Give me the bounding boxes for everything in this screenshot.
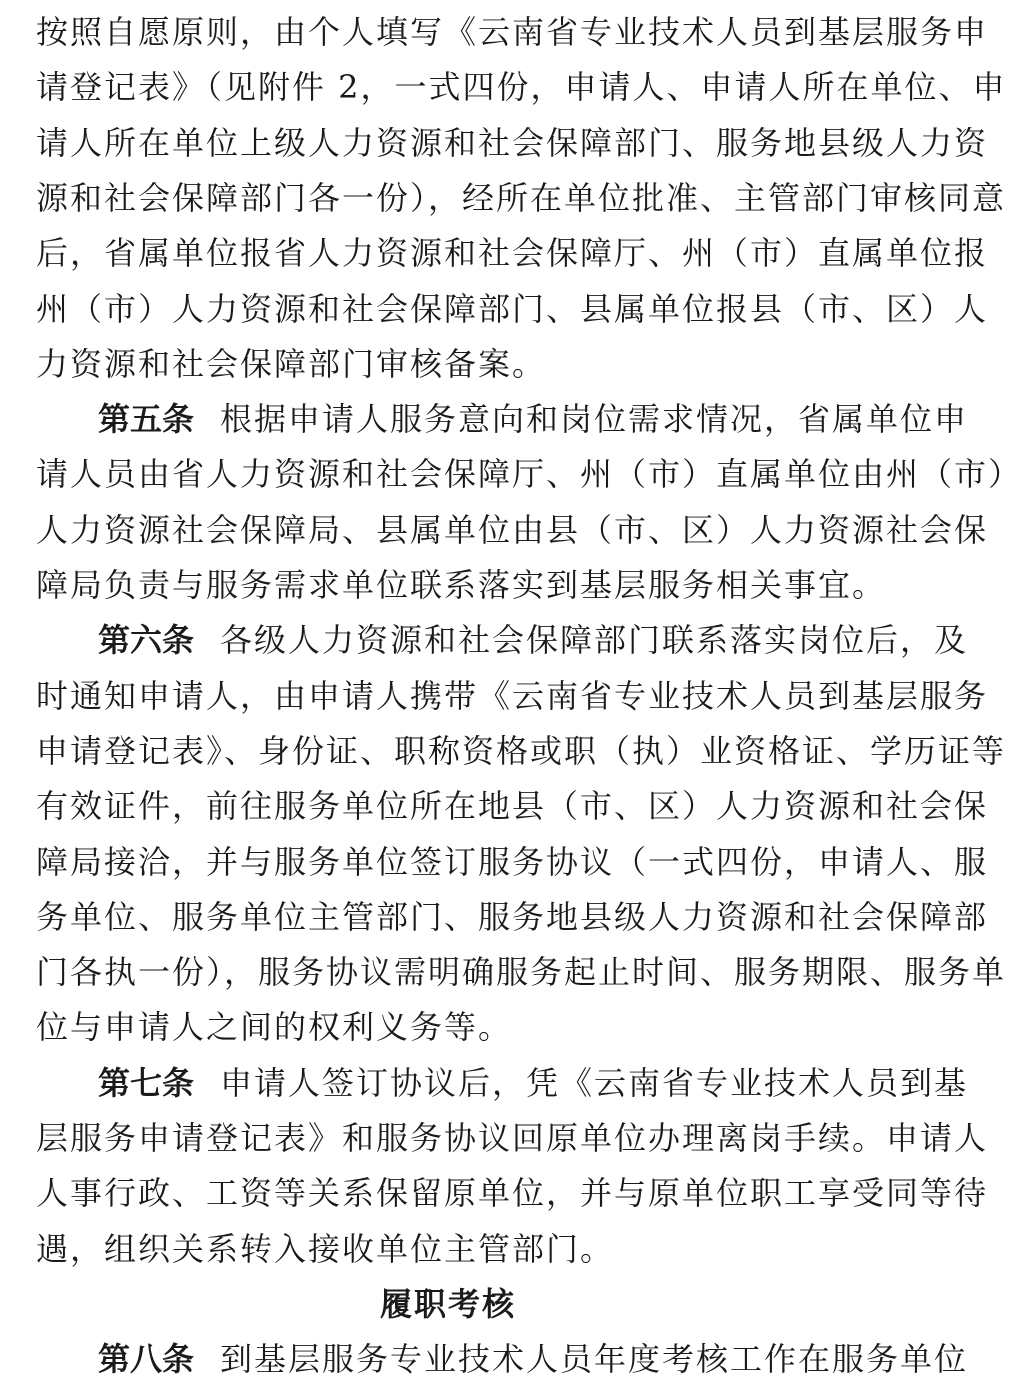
paragraph-line: 层服务申请登记表》和服务协议回原单位办理离岗手续。申请人	[36, 1119, 989, 1157]
article-7-first-line	[98, 1063, 968, 1103]
paragraph-line: 人事行政、工资等关系保留原单位，并与原单位职工享受同等待	[36, 1174, 989, 1213]
section-title: 履职考核	[379, 1284, 516, 1323]
article-5-text: 根据申请人服务意向和岗位需求情况，省属单位申	[220, 400, 969, 439]
article-8-heading: 第八条	[98, 1340, 195, 1379]
paragraph-line: 障局接洽，并与服务单位签订服务协议（一式四份，申请人、服	[36, 842, 989, 881]
article-7-heading: 第七条	[98, 1063, 195, 1102]
article-6-heading: 第六条	[98, 621, 195, 660]
paragraph-line: 请人员由省人力资源和社会保障厅、州（市）直属单位由州（市）	[36, 455, 1022, 494]
paragraph-line: 力资源和社会保障部门审核备案。	[36, 344, 547, 383]
paragraph-line: 后，省属单位报省人力资源和社会保障厅、州（市）直属单位报	[36, 234, 989, 273]
article-6-text: 各级人力资源和社会保障部门联系落实岗位后，及	[220, 621, 969, 660]
paragraph-line: 申请登记表》、身份证、职称资格或职（执）业资格证、学历证等	[36, 731, 1007, 770]
paragraph-line: 请登记表》（见附件 2，一式四份，申请人、申请人所在单位、申	[36, 68, 1007, 107]
paragraph-line: 门各执一份），服务协议需明确服务起止时间、服务期限、服务单	[36, 953, 1007, 992]
article-8-text: 到基层服务专业技术人员年度考核工作在服务单位	[220, 1340, 969, 1379]
article-6-first-line	[98, 620, 968, 660]
paragraph-line: 时通知申请人，由申请人携带《云南省专业技术人员到基层服务	[36, 676, 989, 715]
paragraph-line: 按照自愿原则，由个人填写《云南省专业技术人员到基层服务申	[36, 13, 989, 51]
paragraph-line: 障局负责与服务需求单位联系落实到基层服务相关事宜。	[36, 566, 887, 604]
article-5-heading: 第五条	[98, 400, 195, 439]
paragraph-line: 请人所在单位上级人力资源和社会保障部门、服务地县级人力资	[36, 123, 989, 162]
paragraph-line: 务单位、服务单位主管部门、服务地县级人力资源和社会保障部	[36, 897, 989, 936]
paragraph-line: 人力资源社会保障局、县属单位由县（市、区）人力资源社会保	[36, 510, 989, 549]
paragraph-line: 源和社会保障部门各一份），经所在单位批准、主管部门审核同意	[36, 178, 1007, 217]
article-5-first-line	[98, 399, 968, 439]
paragraph-line	[36, 1118, 988, 1158]
paragraph-line: 州（市）人力资源和社会保障部门、县属单位报县（市、区）人	[36, 289, 989, 328]
paragraph-line: 有效证件，前往服务单位所在地县（市、区）人力资源和社会保	[36, 787, 989, 826]
paragraph-line: 遇，组织关系转入接收单位主管部门。	[36, 1229, 615, 1268]
paragraph-line: 位与申请人之间的权利义务等。	[36, 1008, 513, 1047]
paragraph-line	[36, 1229, 614, 1269]
article-8-first-line	[98, 1339, 968, 1379]
paragraph-line	[36, 1173, 988, 1213]
article-7-text: 申请人签订协议后，凭《云南省专业技术人员到基	[220, 1063, 969, 1102]
